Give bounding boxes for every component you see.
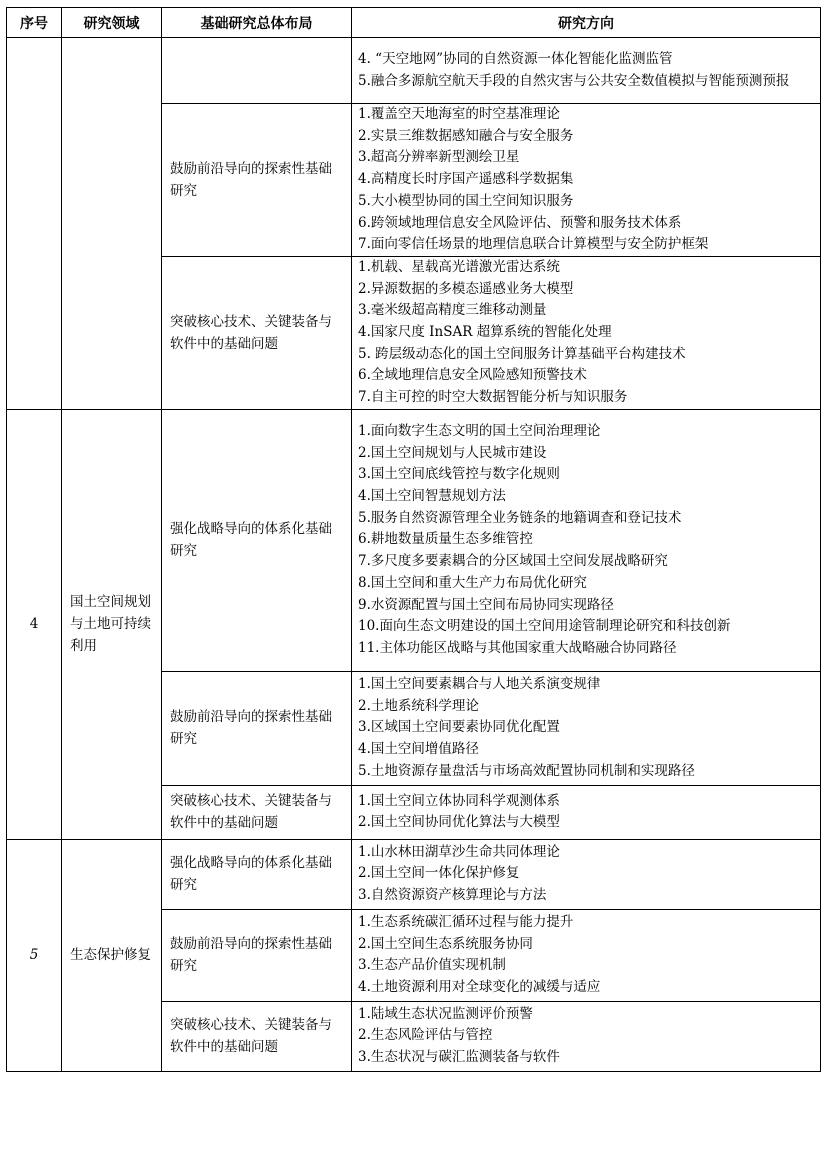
layout-cell: 强化战略导向的体系化基础研究 <box>162 409 352 671</box>
direction-cell <box>352 104 821 257</box>
header-field: 研究领域 <box>62 8 162 38</box>
direction-item: 5.融合多源航空航天手段的自然灾害与公共安全数值模拟与智能预测预报 <box>358 72 790 89</box>
direction-item: 5.大小模型协同的国土空间知识服务 <box>358 192 574 209</box>
layout-cell: 突破核心技术、关键装备与软件中的基础问题 <box>162 256 352 409</box>
direction-item: 7.面向零信任场景的地理信息联合计算模型与安全防护框架 <box>358 236 709 253</box>
direction-item: 2.土地系统科学理论 <box>358 697 479 714</box>
direction-item: 4.国土空间增值路径 <box>358 741 479 758</box>
direction-cell <box>352 38 821 104</box>
direction-item: 1.面向数字生态文明的国土空间治理理论 <box>358 422 601 439</box>
layout-cell: 鼓励前沿导向的探索性基础研究 <box>162 671 352 785</box>
direction-cell <box>352 909 821 1001</box>
direction-item: 2.国土空间规划与人民城市建设 <box>358 444 547 461</box>
direction-item: 1.生态系统碳汇循环过程与能力提升 <box>358 913 574 930</box>
table-row <box>7 839 821 909</box>
direction-item: 10.面向生态文明建设的国土空间用途管制理论研究和科技创新 <box>358 618 731 635</box>
direction-item: 2.实景三维数据感知融合与安全服务 <box>358 127 574 144</box>
direction-item: 1.国土空间立体协同科学观测体系 <box>358 792 560 809</box>
header-direction: 研究方向 <box>352 8 821 38</box>
direction-item: 5. 跨层级动态化的国土空间服务计算基础平台构建技术 <box>358 345 686 362</box>
direction-cell <box>352 409 821 671</box>
document-page <box>6 7 820 1072</box>
seq-cell: 4 <box>7 409 62 839</box>
field-cell: 生态保护修复 <box>62 839 162 1071</box>
direction-item: 2.国土空间一体化保护修复 <box>358 865 520 882</box>
direction-item: 4.土地资源利用对全球变化的减缓与适应 <box>358 979 601 996</box>
layout-cell: 强化战略导向的体系化基础研究 <box>162 839 352 909</box>
seq-cell <box>7 38 62 410</box>
direction-item: 3.生态产品价值实现机制 <box>358 957 506 974</box>
direction-item: 4.国土空间智慧规划方法 <box>358 488 506 505</box>
direction-item: 3.区域国土空间要素协同优化配置 <box>358 719 560 736</box>
direction-item: 5.服务自然资源管理全业务链条的地籍调查和登记技术 <box>358 509 682 526</box>
table-body <box>7 38 821 1072</box>
field-cell <box>62 38 162 410</box>
direction-item: 11.主体功能区战略与其他国家重大战略融合协同路径 <box>358 640 677 656</box>
direction-item: 2.国土空间生态系统服务协同 <box>358 935 533 952</box>
field-cell: 国土空间规划与土地可持续利用 <box>62 409 162 839</box>
table-row <box>7 409 821 671</box>
direction-item: 2.异源数据的多模态遥感业务大模型 <box>358 280 574 297</box>
layout-cell: 鼓励前沿导向的探索性基础研究 <box>162 909 352 1001</box>
direction-cell <box>352 256 821 409</box>
layout-cell: 鼓励前沿导向的探索性基础研究 <box>162 104 352 257</box>
direction-item: 4.高精度长时序国产遥感科学数据集 <box>358 171 574 188</box>
direction-item: 4. “天空地网”协同的自然资源一体化智能化监测监管 <box>358 50 673 67</box>
seq-cell: 5 <box>7 839 62 1071</box>
direction-cell <box>352 1001 821 1071</box>
direction-item: 7.多尺度多要素耦合的分区域国土空间发展战略研究 <box>358 553 668 570</box>
layout-cell: 突破核心技术、关键装备与软件中的基础问题 <box>162 785 352 839</box>
direction-item: 3.自然资源资产核算理论与方法 <box>358 887 547 904</box>
table-row <box>7 38 821 104</box>
table-header <box>7 8 821 38</box>
layout-cell <box>162 38 352 104</box>
direction-cell <box>352 671 821 785</box>
direction-item: 2.国土空间协同优化算法与大模型 <box>358 814 560 831</box>
direction-cell <box>352 839 821 909</box>
direction-item: 8.国土空间和重大生产力布局优化研究 <box>358 574 587 591</box>
direction-item: 3.生态状况与碳汇监测装备与软件 <box>358 1049 560 1066</box>
direction-item: 3.国土空间底线管控与数字化规则 <box>358 466 560 483</box>
header-layout: 基础研究总体布局 <box>162 8 352 38</box>
direction-item: 1.覆盖空天地海室的时空基准理论 <box>358 106 560 122</box>
direction-item: 1.国土空间要素耦合与人地关系演变规律 <box>358 676 601 693</box>
direction-item: 9.水资源配置与国土空间布局协同实现路径 <box>358 596 614 613</box>
header-seq: 序号 <box>7 8 62 38</box>
direction-item: 3.毫米级超高精度三维移动测量 <box>358 302 547 319</box>
direction-item: 6.跨领域地理信息安全风险评估、预警和服务技术体系 <box>358 214 682 231</box>
direction-item: 6.耕地数量质量生态多维管控 <box>358 531 533 548</box>
direction-item: 5.土地资源存量盘活与市场高效配置协同机制和实现路径 <box>358 762 695 779</box>
direction-item: 2.生态风险评估与管控 <box>358 1027 493 1044</box>
header-row <box>7 8 821 38</box>
direction-item: 1.陆域生态状况监测评价预警 <box>358 1005 533 1022</box>
layout-cell: 突破核心技术、关键装备与软件中的基础问题 <box>162 1001 352 1071</box>
direction-cell <box>352 785 821 839</box>
direction-item: 7.自主可控的时空大数据智能分析与知识服务 <box>358 389 628 406</box>
direction-item: 1.机载、星载高光谱激光雷达系统 <box>358 258 560 275</box>
direction-item: 3.超高分辨率新型测绘卫星 <box>358 149 520 166</box>
direction-item: 4.国家尺度 InSAR 超算系统的智能化处理 <box>358 324 612 341</box>
research-table <box>6 7 821 1072</box>
direction-item: 6.全域地理信息安全风险感知预警技术 <box>358 367 587 384</box>
direction-item: 1.山水林田湖草沙生命共同体理论 <box>358 843 560 860</box>
